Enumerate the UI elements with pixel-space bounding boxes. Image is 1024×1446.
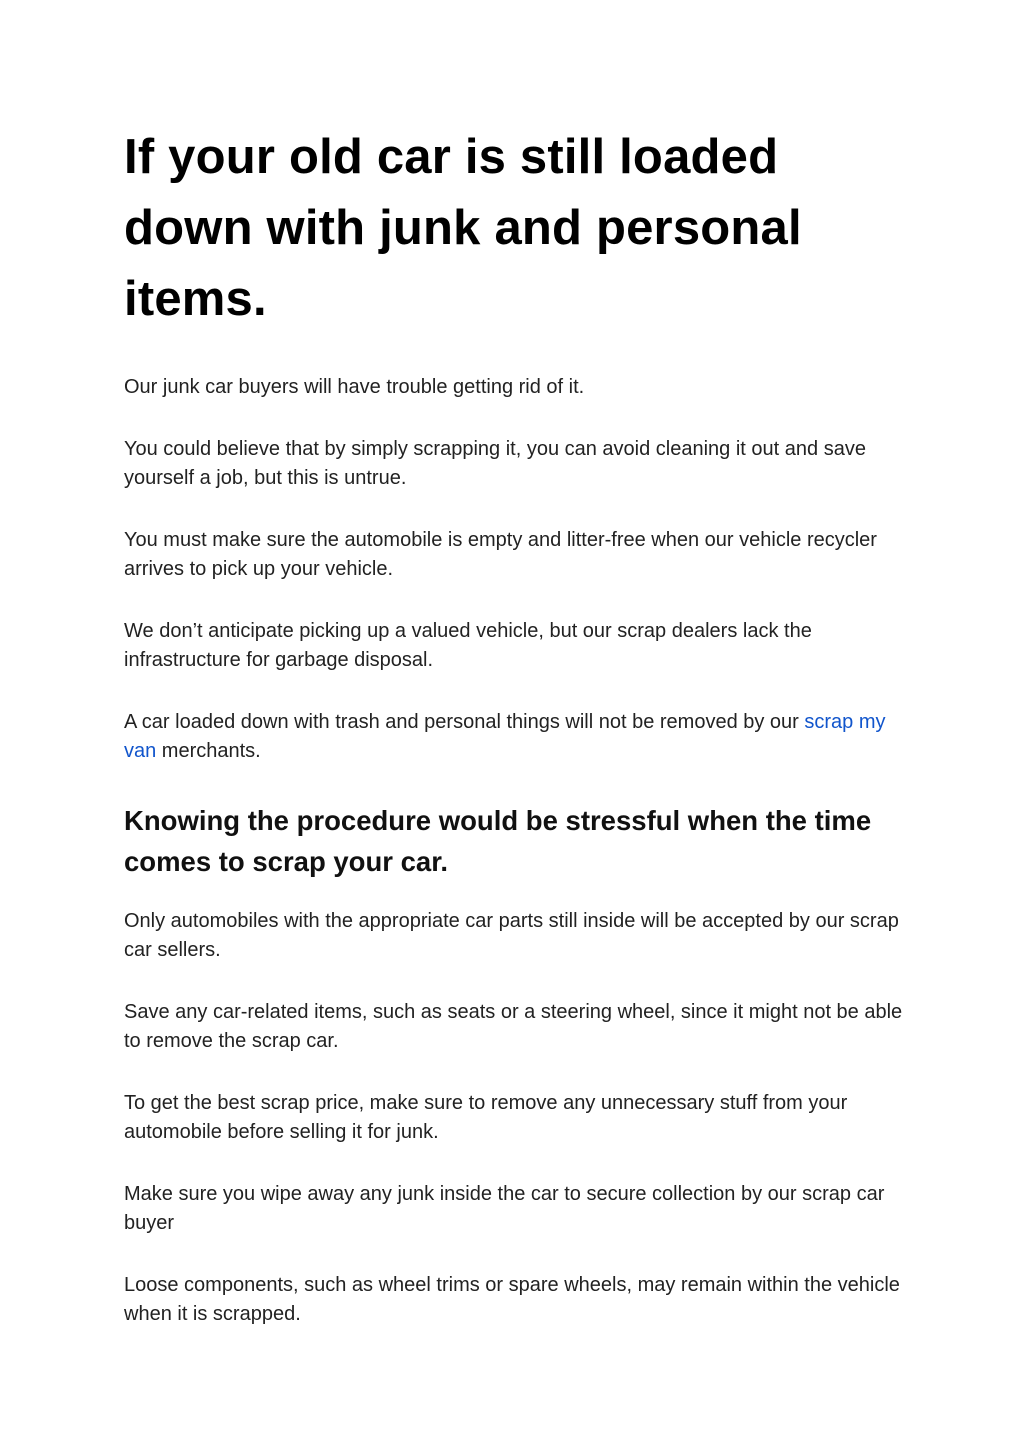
paragraph-with-link <box>124 708 914 767</box>
paragraph: Make sure you wipe away any junk inside the car to secure collection by our scrap car buyer <box>124 1182 885 1234</box>
paragraph-text-after-link: merchants. <box>156 740 261 762</box>
document-page <box>124 122 914 1330</box>
paragraph: Save any car-related items, such as seats or a steering wheel, since it might not be able to remove the scrap car. <box>124 1000 903 1052</box>
paragraph: You must make sure the automobile is empty and litter-free when our vehicle recycler arrives to pick up your vehicle. <box>124 528 877 580</box>
paragraph-text-before-link: A car loaded down with trash and personal things will not be removed by our <box>124 710 805 733</box>
scrap-my-van-link[interactable]: scrap my van <box>124 710 886 762</box>
paragraph: To get the best scrap price, make sure to remove any unnecessary stuff from your automobile before selling it for junk. <box>124 1091 848 1143</box>
paragraph: You could believe that by simply scrapping it, you can avoid cleaning it out and save yourself a job, but this is untrue. <box>124 437 866 489</box>
paragraph: Loose components, such as wheel trims or spare wheels, may remain within the vehicle when it is scrapped. <box>124 1273 900 1325</box>
paragraph: Only automobiles with the appropriate car parts still inside will be accepted by our scrap car sellers. <box>124 909 899 961</box>
section-heading: Knowing the procedure would be stressful when the time comes to scrap your car. <box>124 804 872 877</box>
paragraph: We don’t anticipate picking up a valued vehicle, but our scrap dealers lack the infrastructure for garbage disposal. <box>124 619 812 671</box>
page-title: If your old car is still loaded down with junk and personal items. <box>124 130 802 326</box>
paragraph: Our junk car buyers will have trouble getting rid of it. <box>124 376 585 398</box>
